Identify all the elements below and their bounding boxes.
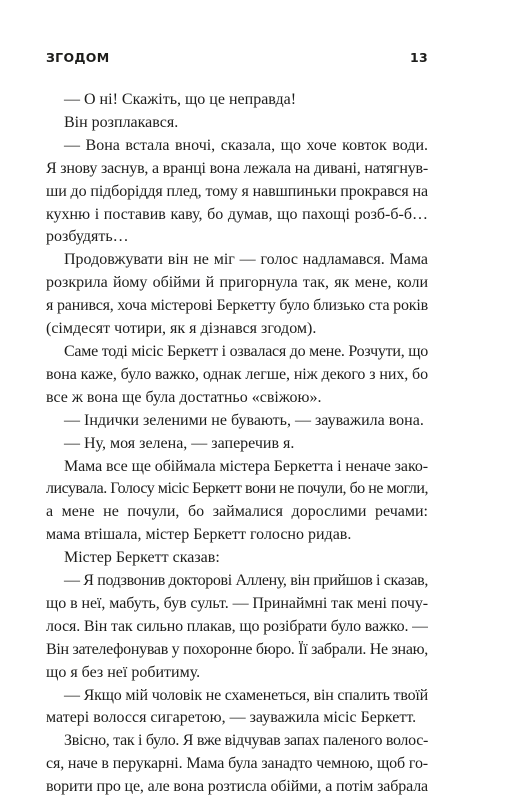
text-line: (сімдесят чотири, як я дізнався згодом). xyxy=(46,320,317,338)
text-line: що в неї, мабуть, був сульт. — Принаймні так мені почу- xyxy=(46,594,428,612)
text-line: Містер Беркетт сказав: xyxy=(64,549,220,567)
text-line: — Якщо мій чоловік не схаменеться, він спалить твоїй xyxy=(64,686,428,704)
text-line: матері волосся сигаретою, — зауважила місіс Беркетт. xyxy=(46,709,417,727)
text-line: все ж вона ще була достатньо «свіжою». xyxy=(46,388,322,406)
running-head xyxy=(46,49,428,65)
text-line: — О ні! Скажіть, що це неправда! xyxy=(64,91,297,108)
text-line: Мама все ще обіймала містера Беркетта і неначе зако- xyxy=(64,457,428,475)
text-line: ши до підборіддя плед, тому я навшпиньки прокрався на xyxy=(46,182,428,200)
text-line: мама втішала, містер Беркетт голосно ридав. xyxy=(46,526,352,544)
text-line: — Індички зеленими не бувають, — зауважила вона. xyxy=(64,411,424,429)
text-line: — Вона встала вночі, сказала, що хоче ковток води. xyxy=(64,136,428,154)
body-text xyxy=(46,89,428,799)
text-line: лося. Він так сильно плакав, що розібрати було важко. — xyxy=(46,617,428,635)
text-line: вона каже, було важко, однак легше, ніж декого з них, бо xyxy=(46,365,428,383)
page-number: 13 xyxy=(410,49,428,65)
chapter-title: ЗГОДОМ xyxy=(46,49,110,65)
text-line: — Ну, моя зелена, — заперечив я. xyxy=(64,434,295,452)
text-line: Звісно, так і було. Я вже відчував запах паленого волос- xyxy=(64,732,428,750)
text-line: Продовжувати він не міг — голос надламався. Мама xyxy=(64,251,428,269)
text-line: що я без неї робитиму. xyxy=(46,663,201,681)
text-line: — Я подзвонив докторові Аллену, він прийшов і сказав, xyxy=(64,572,428,590)
text-line: Він зателефонував у похоронне бюро. Її забрали. Не знаю, xyxy=(46,640,428,658)
text-line: Саме тоді місіс Беркетт і озвалася до мене. Розчути, що xyxy=(64,342,428,360)
text-line: я ранився, хоча містерові Беркетту було близько ста років xyxy=(46,297,428,315)
text-line: Я знову заснув, а вранці вона лежала на дивані, натягнув- xyxy=(46,159,428,177)
text-line: лисувала. Голосу місіс Беркетт вони не почули, бо не могли, xyxy=(46,480,428,498)
text-line: ся, наче в перукарні. Мама була занадто чемною, щоб го- xyxy=(46,755,428,773)
text-line: розбудять… xyxy=(46,228,129,246)
text-line: ворити про це, але вона розтисла обійми, а потім забрала xyxy=(46,778,428,796)
text-line: розкрила йому обійми й пригорнула так, як мене, коли xyxy=(46,274,428,292)
text-line: а мене не почули, бо займалися дорослими речами: xyxy=(46,503,428,521)
text-line: кухню і поставив каву, бо думав, що пахощі розб-б-б… xyxy=(46,205,428,223)
text-line: Він розплакався. xyxy=(64,113,179,131)
